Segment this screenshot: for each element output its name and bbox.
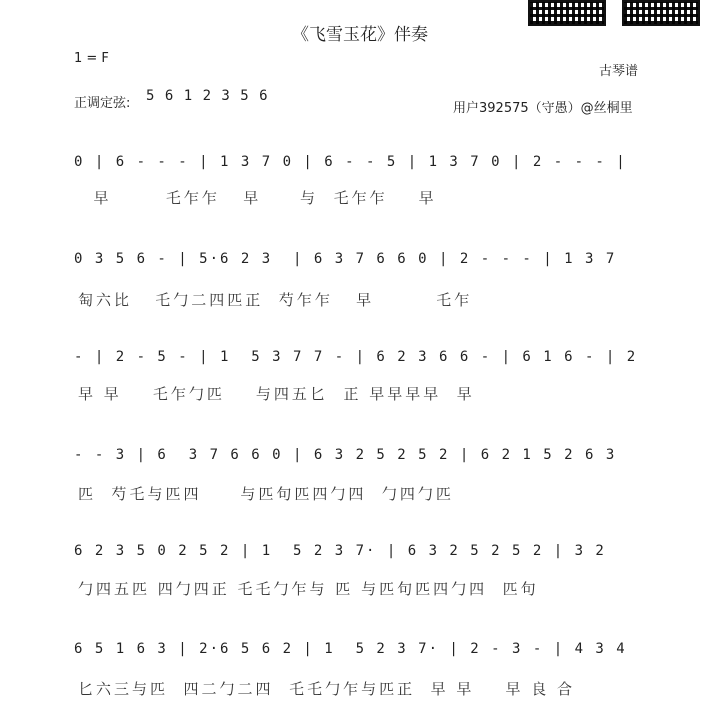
tuning-label: 正调定弦: xyxy=(74,96,131,111)
tablature-row-6: 匕六三与匹 四二勹二四 乇乇勹乍与匹正 早 早 早 良 合 xyxy=(78,680,575,698)
notation-row-2: 0 3 5 6 - | 5·6 2 3 | 6 3 7 6 6 0 | 2 - - - | 1 3 7 xyxy=(74,251,617,267)
key-signature: 1 = F xyxy=(74,51,109,66)
score-type: 古琴谱 xyxy=(599,64,639,79)
tablature-row-5: 勹四五匹 四勹四正 乇乇勹乍与 匹 与匹句匹四勹四 匹句 xyxy=(78,580,539,598)
notation-row-1: 0 | 6 - - - | 1 3 7 0 | 6 - - 5 | 1 3 7 0 | 2 - - - | xyxy=(74,154,627,170)
notation-row-4: - - 3 | 6 3 7 6 6 0 | 6 3 2 5 2 5 2 | 6 2 1 5 2 6 3 xyxy=(74,447,617,463)
notation-row-3: - | 2 - 5 - | 1 5 3 7 7 - | 6 2 3 6 6 - | 6 1 6 - | 2 xyxy=(74,349,638,365)
tablature-row-4: 匹 芍乇与匹四 与匹句匹四勹四 勹四勹匹 xyxy=(78,485,454,503)
tablature-row-1: 早 乇乍乍 早 与 乇乍乍 早 xyxy=(78,189,437,207)
notation-row-6: 6 5 1 6 3 | 2·6 5 6 2 | 1 5 2 3 7· | 2 - 3 - | 4 3 4 xyxy=(74,641,627,657)
tablature-row-2: 匋六比 乇勹二四匹正 芍乍乍 早 乇乍 xyxy=(78,291,473,309)
tuning-notes: 5 6 1 2 3 5 6 xyxy=(146,88,269,104)
author-credit: 用户392575（守愚）@丝桐里 xyxy=(453,101,633,116)
tablature-row-3: 早 早 乇乍勹匹 与四五匕 正 早早早早 早 xyxy=(78,385,475,403)
score-title: 《飞雪玉花》伴奏 xyxy=(292,25,428,45)
notation-row-5: 6 2 3 5 0 2 5 2 | 1 5 2 3 7· | 6 3 2 5 2 5 2 | 3 2 xyxy=(74,543,606,559)
